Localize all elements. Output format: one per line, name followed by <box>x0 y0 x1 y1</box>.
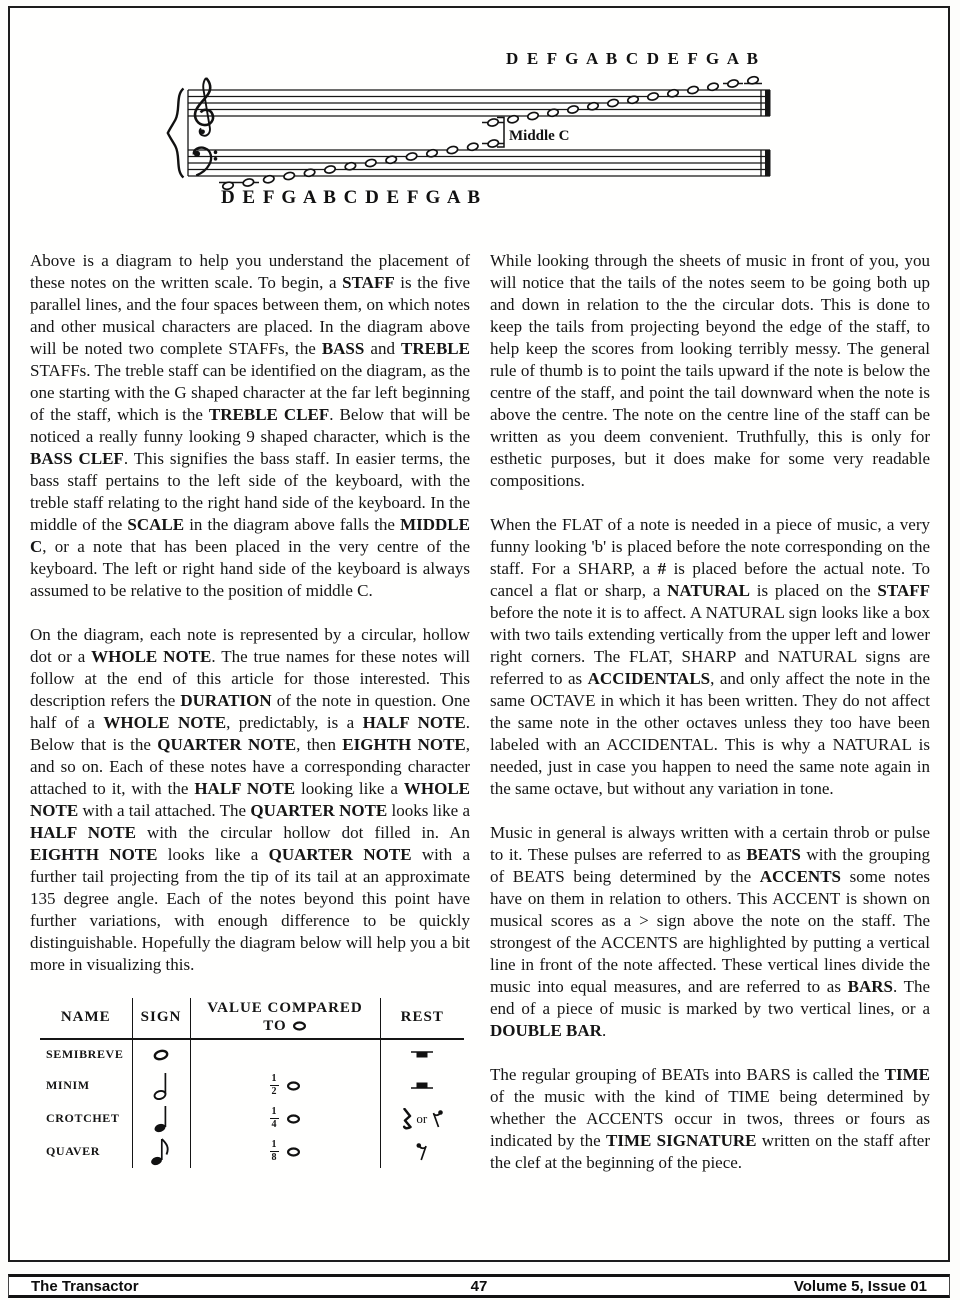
eighth-rest-icon <box>415 1141 429 1162</box>
paragraph-accidentals: When the FLAT of a note is needed in a piece of music, a very funny looking 'b' is placed before the note corresponding on the staff. For a SHARP, a # is placed before the actual note. To cancel a flat or sharp, a NATURAL is placed on the STAFF before the note it is to affect. A NATURAL sign looks like a box with two tails extending vertically from the upper left and lower right corners. The FLAT, SHARP and NATURAL signs are referred to as ACCIDENTALS, and only affect the note in the same OCTAVE in which it has been written. They do not affect the same note in the other octaves unless they too have been labeled with an ACCIDENTAL. This is why a NATURAL is needed, just in case you happen to need the same note again in the same octave, but without any variation in tone. <box>490 515 930 798</box>
whole-note-icon <box>152 1049 170 1061</box>
table-row <box>40 1135 464 1168</box>
ledger-lines <box>219 84 762 183</box>
row-name: MINIM <box>46 1078 90 1092</box>
eighth-note-icon <box>150 1137 172 1166</box>
bass-note-run <box>222 139 499 190</box>
whole-note-icon <box>286 1081 301 1091</box>
whole-rest-icon <box>410 1048 434 1061</box>
treble-staff <box>188 90 771 116</box>
row-name: SEMIBREVE <box>46 1047 124 1061</box>
old-quarter-rest-icon <box>430 1108 444 1129</box>
treble-clef-icon <box>195 78 213 136</box>
page-number: 47 <box>470 1277 488 1295</box>
row-name: QUAVER <box>46 1144 101 1158</box>
whole-note-icon <box>286 1147 301 1157</box>
half-rest-icon <box>410 1079 434 1092</box>
staff-diagram <box>0 0 960 235</box>
quarter-rest-icon <box>400 1108 413 1130</box>
row-name: CROTCHET <box>46 1111 120 1125</box>
header-name: NAME <box>40 998 132 1039</box>
note-value-table <box>40 998 464 1168</box>
row-value: $\frac{1}{2}$ <box>190 1069 380 1102</box>
paragraph-note-durations: On the diagram, each note is represented by a circular, hollow dot or a WHOLE NOTE. The true names for these notes will follow at the end of this article for those interested. This description refers the DURATION of the note in question. One half of a WHOLE NOTE, predictably, is a HALF NOTE. Below that is the QUARTER NOTE, then EIGHTH NOTE, and so on. Each of these notes have a corresponding character attached to it, with the HALF NOTE looking like a WHOLE NOTE with a tail attached. The QUARTER NOTE looks like a HALF NOTE with the circular hollow dot filled in. An EIGHTH NOTE looks like a QUARTER NOTE with a further tail projecting from the tip of its tail at an approximate 135 degree angle. Each of the notes beyond this point have further variations, with enough difference to be quickly distinguishable. Hopefully the diagram below will help you a bit more in visualizing this. <box>30 625 471 974</box>
left-column <box>30 250 470 1196</box>
header-value: VALUE COMPARED TO <box>190 998 380 1039</box>
bass-clef-icon <box>194 148 218 176</box>
paragraph-time-signature: The regular grouping of BEATs into BARS is called the TIME of the music with the kind of TIME being determined by whether the ACCENTS occur in twos, threes or fours as indicated by the TIME SIGNATURE written on the staff after the clef at the beginning of the piece. <box>490 1065 930 1172</box>
header-rest: REST <box>380 998 464 1039</box>
page-footer <box>8 1274 950 1298</box>
system-brace <box>168 89 184 178</box>
half-note-icon <box>153 1071 170 1100</box>
treble-note-run <box>487 76 759 127</box>
article-body <box>30 250 930 1196</box>
right-column <box>490 250 930 1196</box>
paragraph-note-tails: While looking through the sheets of music in front of you, you will notice that the tails of the notes seem to be going both up and down in relation to the the circular dots. This is done to keep the tails from projecting beyond the edge of the staff, to help keep the scores from looking terribly messy. The general rule of thumb is to point the tails upward if the note is below the centre of the staff, and point the tail downward when the note is above the centre. The note on the centre line of the staff can be written as you deem convenient. Truthfully, this is only for esthetic purposes, but it does make for some very readable compositions. <box>490 251 930 490</box>
bass-note-letters: D E F G A B C D E F G A B <box>221 187 480 208</box>
whole-note-icon <box>286 1114 301 1124</box>
table-header-row <box>40 998 464 1039</box>
row-value <box>190 1039 380 1069</box>
quarter-note-icon <box>153 1104 170 1133</box>
table-row <box>40 1039 464 1069</box>
paragraph-staff-intro: Above is a diagram to help you understand the placement of these notes on the written scale. To begin, a STAFF is the five parallel lines, and the four spaces between them, on which notes and other musical characters are placed. In the diagram above will be noted two complete STAFFs, the BASS and TREBLE STAFFs. The treble staff can be identified on the diagram, as the one starting with the G shaped character at the far left beginning of the staff, which is the TREBLE CLEF. Below that will be noticed a really funny looking 9 shaped character, which is the BASS CLEF. This signifies the bass staff. In easier terms, the bass staff pertains to the left side of the keyboard, with the treble staff relating to the right hand side of the keyboard. In the middle of the SCALE in the diagram above falls the MIDDLE C, or a note that has been placed in the very centre of the keyboard. The left or right hand side of the keyboard is always assumed to be relative to the position of middle C. <box>30 251 471 600</box>
issue-label: Volume 5, Issue 01 <box>793 1277 927 1295</box>
row-value: $\frac{1}{4}$ <box>190 1102 380 1135</box>
publication-title: The Transactor <box>31 1277 139 1295</box>
paragraph-beats-bars: Music in general is always written with a certain throb or pulse to it. These pulses are referred to as BEATS with the grouping of BEATS being determined by the ACCENTS some notes have on them in relation to others. This ACCENT is shown on musical scores as a > sign above the note on the staff. The strongest of the ACCENTS are highlighted by putting a vertical line in front of the note affected. These vertical lines divide the music into equal measures, and are referred to as BARS. The end of a piece of music is marked by two vertical lines, or a DOUBLE BAR. <box>490 823 930 1040</box>
middle-c-label: Middle C <box>509 128 570 144</box>
whole-note-icon <box>292 1021 307 1031</box>
header-sign: SIGN <box>132 998 190 1039</box>
rest-or-label: or <box>416 1110 428 1126</box>
bass-staff <box>188 150 771 176</box>
table-row <box>40 1069 464 1102</box>
table-row <box>40 1102 464 1135</box>
row-value: $\frac{1}{8}$ <box>190 1135 380 1168</box>
treble-note-letters: D E F G A B C D E F G A B <box>506 49 758 68</box>
